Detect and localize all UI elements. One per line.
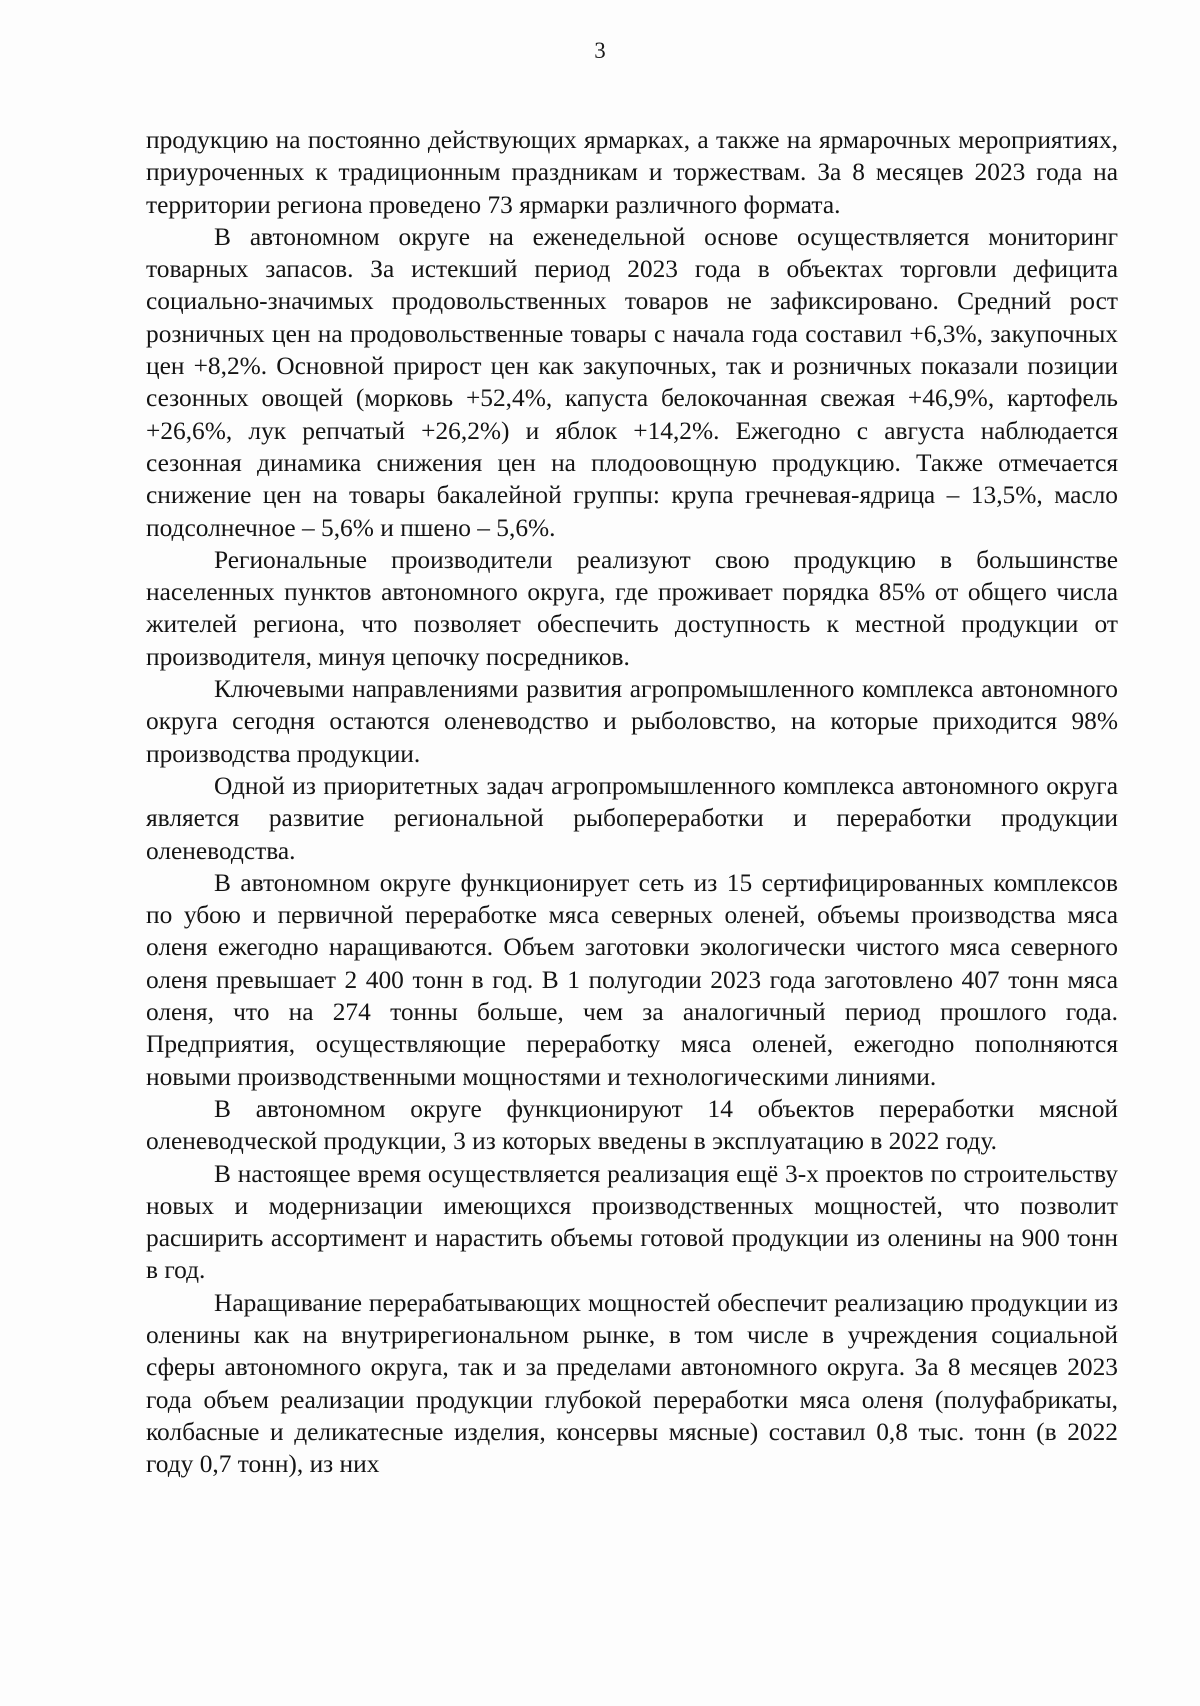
- paragraph-priority-tasks: Одной из приоритетных задач агропромышленного комплекса автономного округа является развитие региональной рыбопереработки и переработки продукции оленеводства.: [146, 771, 1118, 865]
- paragraph-processing-objects: В автономном округе функционируют 14 объектов переработки мясной оленеводческой продукции, 3 из которых введены в эксплуатацию в 2022 году.: [146, 1094, 1118, 1156]
- document-body: [146, 124, 1118, 1480]
- paragraph-price-monitoring: В автономном округе на еженедельной основе осуществляется мониторинг товарных запасов. За истекший период 2023 года в объектах торговли дефицита социально-значимых продовольственных товаров не зафиксировано. Средний рост розничных цен на продовольственные товары с начала года составил +6,3%, закупочных цен +8,2%. Основной прирост цен как закупочных, так и розничных показали позиции сезонных овощей (морковь +52,4%, капуста белокочанная свежая +46,9%, картофель +26,6%, лук репчатый +26,2%) и яблок +14,2%. Ежегодно с августа наблюдается сезонная динамика снижения цен на плодоовощную продукцию. Также отмечается снижение цен на товары бакалейной группы: крупа гречневая-ядрица – 13,5%, масло подсолнечное – 5,6% и пшено – 5,6%.: [146, 222, 1118, 542]
- page-number: 3: [594, 38, 606, 63]
- paragraph-slaughter-complexes: В автономном округе функционирует сеть из 15 сертифицированных комплексов по убою и первичной переработке мяса северных оленей, объемы производства мяса оленя ежегодно наращиваются. Объем заготовки экологически чистого мяса северного оленя превышает 2 400 тонн в год. В 1 полугодии 2023 года заготовлено 407 тонн мяса оленя, что на 274 тонны больше, чем за аналогичный период прошлого года. Предприятия, осуществляющие переработку мяса оленей, ежегодно пополняются новыми производственными мощностями и технологическими линиями.: [146, 868, 1118, 1091]
- paragraph-new-projects: В настоящее время осуществляется реализация ещё 3-х проектов по строительству новых и модернизации имеющихся производственных мощностей, что позволит расширить ассортимент и нарастить объемы готовой продукции из оленины на 900 тонн в год.: [146, 1159, 1118, 1285]
- paragraph-regional-producers: Региональные производители реализуют свою продукцию в большинстве населенных пунктов автономного округа, где проживает порядка 85% от общего числа жителей региона, что позволяет обеспечить доступность к местной продукции от производителя, минуя цепочку посредников.: [146, 545, 1118, 671]
- paragraph-key-directions: Ключевыми направлениями развития агропромышленного комплекса автономного округа сегодня остаются оленеводство и рыболовство, на которые приходится 98% производства продукции.: [146, 675, 1118, 768]
- paragraph-fairs: продукцию на постоянно действующих ярмарках, а также на ярмарочных мероприятиях, приуроченных к традиционным праздникам и торжествам. За 8 месяцев 2023 года на территории региона проведено 73 ярмарки различного формата.: [146, 126, 1118, 219]
- paragraph-processing-capacity: Наращивание перерабатывающих мощностей обеспечит реализацию продукции из оленины как на внутрирегиональном рынке, в том числе в учреждения социальной сферы автономного округа, так и за пределами автономного округа. За 8 месяцев 2023 года объем реализации продукции глубокой переработки мяса оленя (полуфабрикаты, колбасные и деликатесные изделия, консервы мясные) составил 0,8 тыс. тонн (в 2022 году 0,7 тонн), из них: [146, 1288, 1118, 1479]
